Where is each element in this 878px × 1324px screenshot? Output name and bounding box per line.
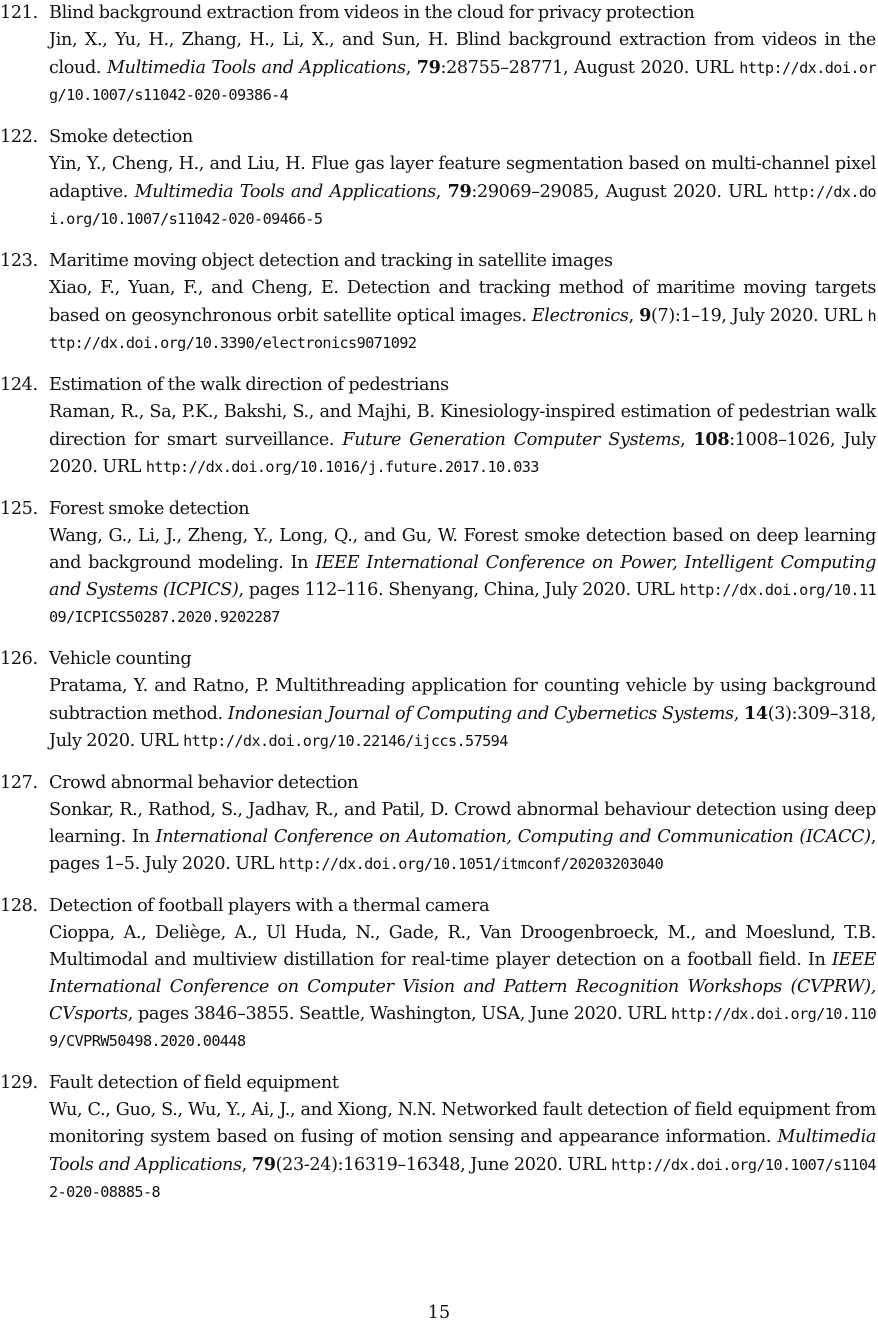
reference-topic: Smoke detection — [49, 127, 193, 147]
reference-number: 124. — [0, 375, 38, 395]
venue-name: IEEE International Conference on Computer Vision and Pattern Recognition Workshops (CVPRW), CVsports — [49, 950, 876, 1024]
reference-entry — [0, 646, 878, 755]
citation-text: Yin, Y., Cheng, H., and Liu, H. Flue gas layer feature segmentation based on multi-channel pixel adaptive. — [49, 154, 876, 202]
citation-text: , pages 3846–3855. Seattle, Washington, USA, June 2020. URL — [127, 1004, 671, 1024]
venue-name: Electronics — [531, 306, 629, 326]
reference-entry — [0, 496, 878, 631]
reference-topic: Blind background extraction from videos in the cloud for privacy protection — [49, 3, 695, 23]
reference-entry — [0, 124, 878, 233]
reference-topic: Crowd abnormal behavior detection — [49, 773, 359, 793]
citation-text: Jin, X., Yu, H., Zhang, H., Li, X., and Sun, H. Blind background extraction from videos in the cloud. — [49, 30, 876, 78]
reference-citation — [49, 797, 876, 878]
reference-topic: Estimation of the walk direction of pedestrians — [49, 375, 449, 395]
citation-text: (3):309–318, July 2020. URL — [49, 704, 876, 751]
doi-link[interactable]: http://dx.doi.org/10.1051/itmconf/20203203040 — [278, 855, 664, 873]
reference-entry — [0, 1070, 878, 1206]
reference-topic: Detection of football players with a thermal camera — [49, 896, 490, 916]
citation-text: , — [733, 704, 744, 724]
venue-name: Indonesian Journal of Computing and Cybernetics Systems — [227, 704, 734, 724]
reference-entry — [0, 0, 878, 109]
reference-topic: Fault detection of field equipment — [49, 1073, 339, 1093]
reference-entry — [0, 372, 878, 481]
reference-number: 127. — [0, 773, 38, 793]
citation-text: Wu, C., Guo, S., Wu, Y., Ai, J., and Xiong, N.N. Networked fault detection of field equipment from monitoring system based on fusing of motion sensing and appearance information. — [49, 1100, 876, 1147]
reference-citation — [49, 523, 876, 631]
doi-link[interactable]: http://dx.doi.org/10.1109/ICPICS50287.2020.9202287 — [49, 581, 876, 626]
citation-text: , — [628, 306, 640, 326]
doi-link[interactable]: http://dx.doi.org/10.1007/s11042-020-09466-5 — [49, 183, 876, 228]
reference-entry — [0, 248, 878, 357]
citation-text: , — [405, 58, 417, 78]
doi-link[interactable]: http://dx.doi.org/10.1007/s11042-020-09386-4 — [49, 59, 876, 104]
volume-number: 9 — [639, 305, 651, 326]
reference-citation — [49, 399, 876, 481]
reference-number: 128. — [0, 896, 38, 916]
reference-citation — [49, 275, 876, 357]
reference-citation — [49, 151, 876, 233]
citation-text: Raman, R., Sa, P.K., Bakshi, S., and Majhi, B. Kinesiology-inspired estimation of pedestrian walk direction for smart surveillance. — [49, 402, 876, 450]
doi-link[interactable]: http://dx.doi.org/10.22146/ijccs.57594 — [183, 732, 508, 750]
reference-number: 121. — [0, 3, 38, 23]
reference-topic: Forest smoke detection — [49, 499, 250, 519]
volume-number: 14 — [744, 703, 768, 724]
reference-citation — [49, 27, 876, 109]
citation-text: Pratama, Y. and Ratno, P. Multithreading application for counting vehicle by using background subtraction method. — [49, 676, 876, 724]
venue-name: Multimedia Tools and Applications — [106, 58, 406, 78]
citation-text: (7):1–19, July 2020. URL — [651, 306, 868, 326]
citation-text: Wang, G., Li, J., Zheng, Y., Long, Q., and Gu, W. Forest smoke detection based on deep learning and background modeling. In — [49, 526, 876, 573]
doi-link[interactable]: http://dx.doi.org/10.1007/s11042-020-08885-8 — [49, 1156, 876, 1201]
venue-name: International Conference on Automation, Computing and Communication (ICACC) — [155, 827, 871, 847]
volume-number: 79 — [251, 1154, 276, 1175]
volume-number: 79 — [447, 181, 472, 202]
reference-citation — [49, 920, 876, 1055]
citation-text: (23-24):16319–16348, June 2020. URL — [275, 1155, 612, 1175]
citation-text: , pages 1–5. July 2020. URL — [49, 827, 876, 874]
doi-link[interactable]: http://dx.doi.org/10.1016/j.future.2017.10.033 — [145, 458, 539, 476]
citation-text: Sonkar, R., Rathod, S., Jadhav, R., and Patil, D. Crowd abnormal behaviour detection using deep learning. In — [49, 800, 876, 847]
citation-text: , — [435, 182, 448, 202]
reference-topic: Vehicle counting — [49, 649, 192, 669]
venue-name: Multimedia Tools and Applications — [134, 182, 436, 202]
volume-number: 108 — [693, 429, 730, 450]
reference-citation — [49, 673, 876, 755]
reference-number: 129. — [0, 1073, 38, 1093]
citation-text: :28755–28771, August 2020. URL — [440, 58, 740, 78]
volume-number: 79 — [416, 57, 441, 78]
reference-number: 126. — [0, 649, 38, 669]
reference-number: 123. — [0, 251, 38, 271]
citation-text: , — [241, 1155, 252, 1175]
venue-name: IEEE International Conference on Power, Intelligent Computing and Systems (ICPICS) — [49, 553, 876, 600]
reference-topic: Maritime moving object detection and tracking in satellite images — [49, 251, 613, 271]
citation-text: , pages 112–116. Shenyang, China, July 2020. URL — [238, 580, 680, 600]
reference-number: 122. — [0, 127, 38, 147]
citation-text: Xiao, F., Yuan, F., and Cheng, E. Detection and tracking method of maritime moving targets based on geosynchronous orbit satellite optical images. — [49, 278, 876, 326]
venue-name: Future Generation Computer Systems — [342, 430, 681, 450]
doi-link[interactable]: http://dx.doi.org/10.1109/CVPRW50498.2020.00448 — [49, 1005, 876, 1050]
reference-citation — [49, 1097, 876, 1206]
citation-text: , — [680, 430, 694, 450]
citation-text: :29069–29085, August 2020. URL — [471, 182, 774, 202]
citation-text: Cioppa, A., Deliège, A., Ul Huda, N., Gade, R., Van Droogenbroeck, M., and Moeslund, T.B. Multimodal and multiview distillation for real-time player detection on a football field. In — [49, 923, 876, 970]
reference-entry — [0, 893, 878, 1055]
citation-text: :1008–1026, July 2020. URL — [49, 430, 876, 477]
reference-entry — [0, 770, 878, 878]
page-number: 15 — [427, 1303, 451, 1323]
venue-name: Multimedia Tools and Applications — [49, 1127, 876, 1175]
doi-link[interactable]: http://dx.doi.org/10.3390/electronics9071092 — [49, 307, 876, 352]
reference-number: 125. — [0, 499, 38, 519]
